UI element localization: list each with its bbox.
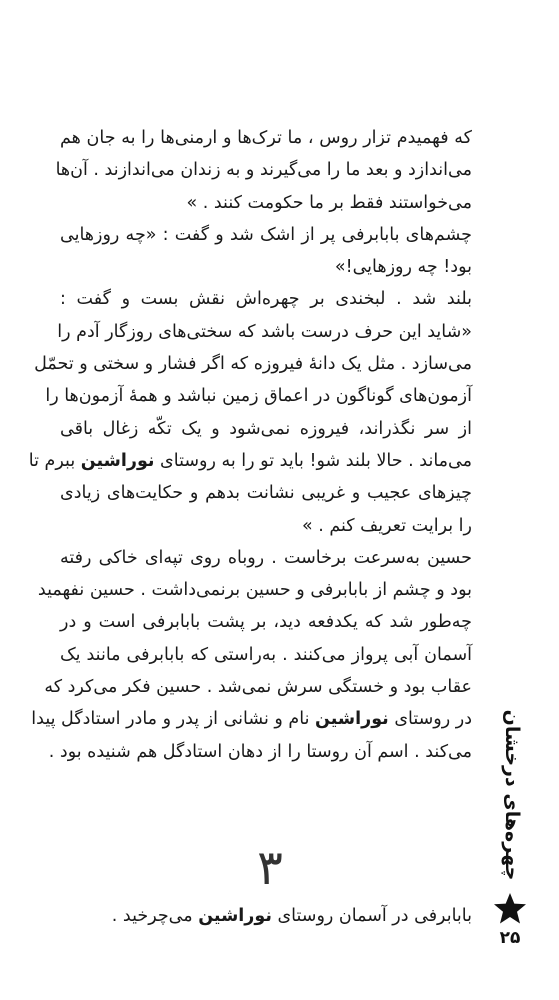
page-number: ۲۵ <box>499 928 521 948</box>
text-line: چیزهای عجیب و غریبی نشانت بدهم و حکایت‌های زیادی <box>60 483 472 504</box>
text-line: چه‌طور شد که یکدفعه دید، بر پشت بابابرفی است و در <box>60 612 472 633</box>
text-line: چشم‌های بابابرفی پر از اشک شد و گفت : «چه روزهایی <box>60 224 472 245</box>
text-line: می‌خواستند فقط بر ما حکومت کنند . » <box>186 192 472 213</box>
text-line: «شاید این حرف درست باشد که سختی‌های روزگار آدم را <box>57 321 472 342</box>
text-line: بود و چشم از بابابرفی و حسین برنمی‌داشت . حسین نفهمید <box>37 580 472 601</box>
text-line: آسمان آبی پرواز می‌کنند . به‌راستی که بابابرفی مانند یک <box>60 644 472 665</box>
text-line <box>31 703 472 735</box>
text-line <box>28 445 472 477</box>
text-line: عقاب بود و خستگی سرش نمی‌شد . حسین فکر می‌کرد که <box>44 677 472 698</box>
chapter-line-bold: نوراشین <box>198 906 272 926</box>
text-line: را برایت تعریف کنم . » <box>301 515 472 536</box>
text-line: بلند شد . لبخندی بر چهره‌اش نقش بست و گفت : <box>60 289 472 310</box>
chapter-opening-line <box>60 900 472 932</box>
text-line-bold: نوراشین <box>80 450 155 471</box>
star-icon <box>493 892 527 926</box>
text-line: می‌کند . اسم آن روستا را از دهان استادگل هم شنیده بود . <box>48 741 472 762</box>
body-text <box>28 122 472 768</box>
text-line-pre: می‌ماند . حالا بلند شو! باید تو را به روستای <box>154 450 472 471</box>
text-line-post: ببرم تا <box>28 450 81 471</box>
text-line: بود! چه روزهایی!» <box>334 257 472 278</box>
text-line-post: نام و نشانی از پدر و مادر استادگل پیدا <box>31 709 316 730</box>
chapter-number: ۳ <box>257 840 283 896</box>
text-line: آزمون‌های گوناگون در اعماق زمین نباشد و همهٔ آزمون‌ها را <box>45 386 472 407</box>
running-title <box>492 700 532 890</box>
text-line: حسین به‌سرعت برخاست . روباه روی تپه‌ای خاکی رفته <box>60 547 472 568</box>
text-line: که فهمیدم تزار روس ، ما ترک‌ها و ارمنی‌ها را به جان هم <box>60 128 472 148</box>
chapter-line-pre: بابابرفی در آسمان روستای <box>271 906 472 926</box>
running-title-text: چهره‌های درخشان <box>501 709 523 881</box>
text-line-pre: در روستای <box>388 709 472 730</box>
text-line: از سر نگذراند، فیروزه نمی‌شود و یک تکّه زغال باقی <box>60 418 472 439</box>
text-line-bold: نوراشین <box>315 709 389 730</box>
text-line: می‌اندازد و بعد ما را می‌گیرند و به زندان می‌اندازند . آن‌ها <box>55 160 472 181</box>
text-line: می‌سازد . مثل یک دانهٔ فیروزه که اگر فشار و سختی و تحمّل <box>34 354 472 375</box>
chapter-line-post: می‌چرخید . <box>111 906 199 926</box>
